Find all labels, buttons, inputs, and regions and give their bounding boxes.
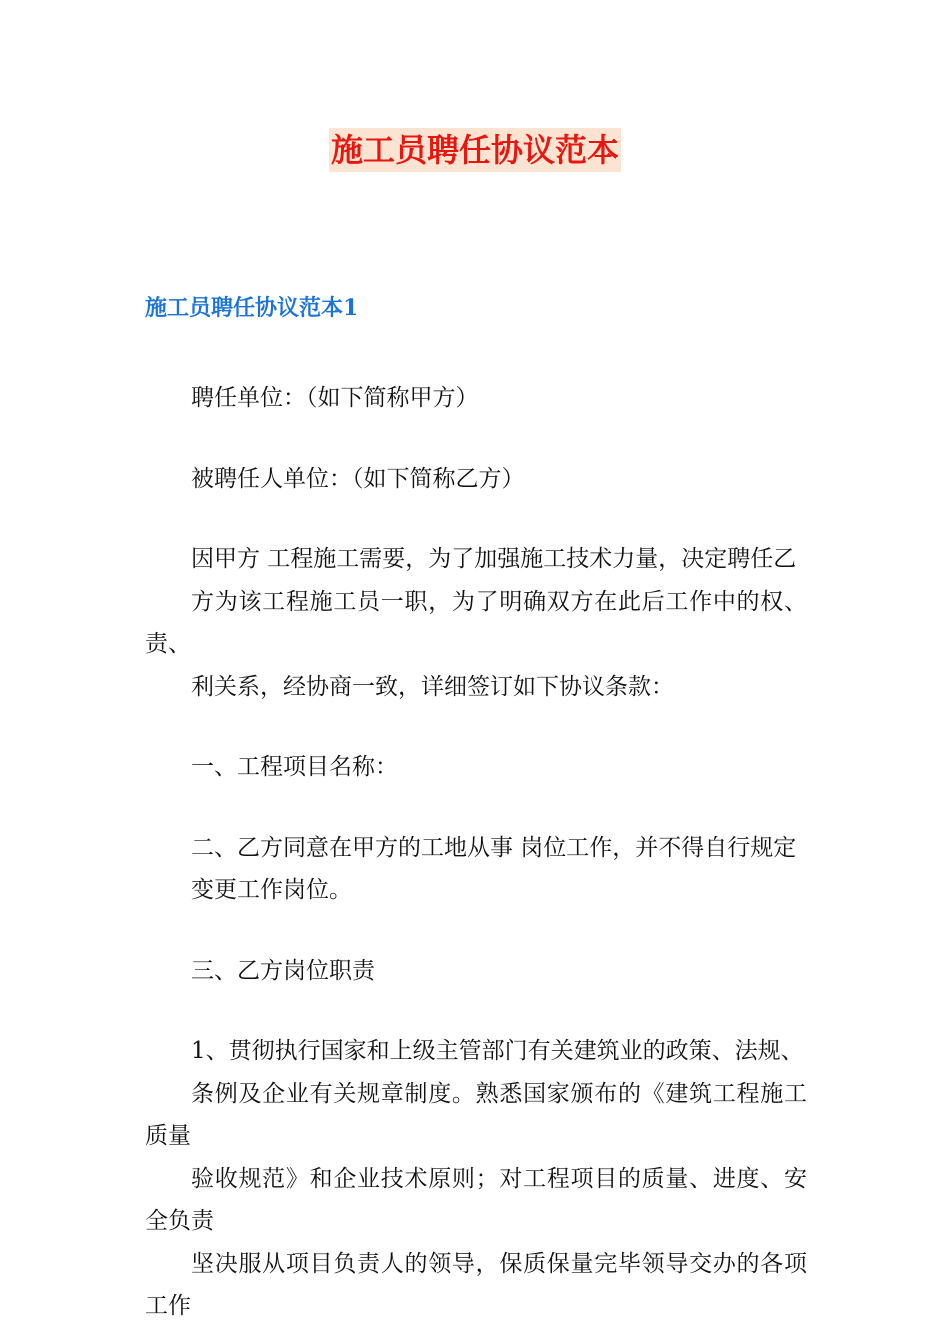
- paragraph-clause-1: [145, 746, 807, 789]
- text-line: 二、乙方同意在甲方的工地从事 岗位工作，并不得自行规定: [191, 834, 797, 861]
- text-line: 一、工程项目名称：: [191, 754, 398, 780]
- text-line: 方为该工程施工员一职，为了明确双方在此后工作中的权、责、: [145, 588, 807, 657]
- text-line: 条例及企业有关规章制度。熟悉国家颁布的《建筑工程施工质量: [145, 1080, 807, 1149]
- text-line: 1、贯彻执行国家和上级主管部门有关建筑业的政策、法规、: [191, 1038, 804, 1064]
- text-line: 三、乙方岗位职责: [191, 957, 375, 984]
- paragraph-duty-1: [145, 1030, 807, 1328]
- document-title: 施工员聘任协议范本: [329, 128, 621, 172]
- paragraph-employee: [145, 458, 807, 501]
- text-line: 因甲方 工程施工需要，为了加强施工技术力量，决定聘任乙: [191, 546, 797, 572]
- section-heading: 施工员聘任协议范本1: [145, 295, 359, 321]
- document-body: [145, 377, 807, 1328]
- text-line: 变更工作岗位。: [191, 877, 352, 903]
- text-line: 被聘任人单位：（如下简称乙方）: [191, 465, 525, 492]
- text-line: 验收规范》和企业技术原则；对工程项目的质量、进度、安全负责: [145, 1165, 807, 1234]
- paragraph-purpose: [145, 538, 807, 708]
- paragraph-employer: [145, 377, 807, 420]
- title-container: [0, 128, 950, 172]
- text-line: 聘任单位：（如下简称甲方）: [191, 385, 479, 411]
- text-line: 利关系，经协商一致，详细签订如下协议条款：: [191, 673, 674, 700]
- paragraph-clause-3: [145, 950, 807, 993]
- paragraph-clause-2: [145, 827, 807, 912]
- text-line: 坚决服从项目负责人的领导，保质保量完毕领导交办的各项工作: [145, 1250, 807, 1319]
